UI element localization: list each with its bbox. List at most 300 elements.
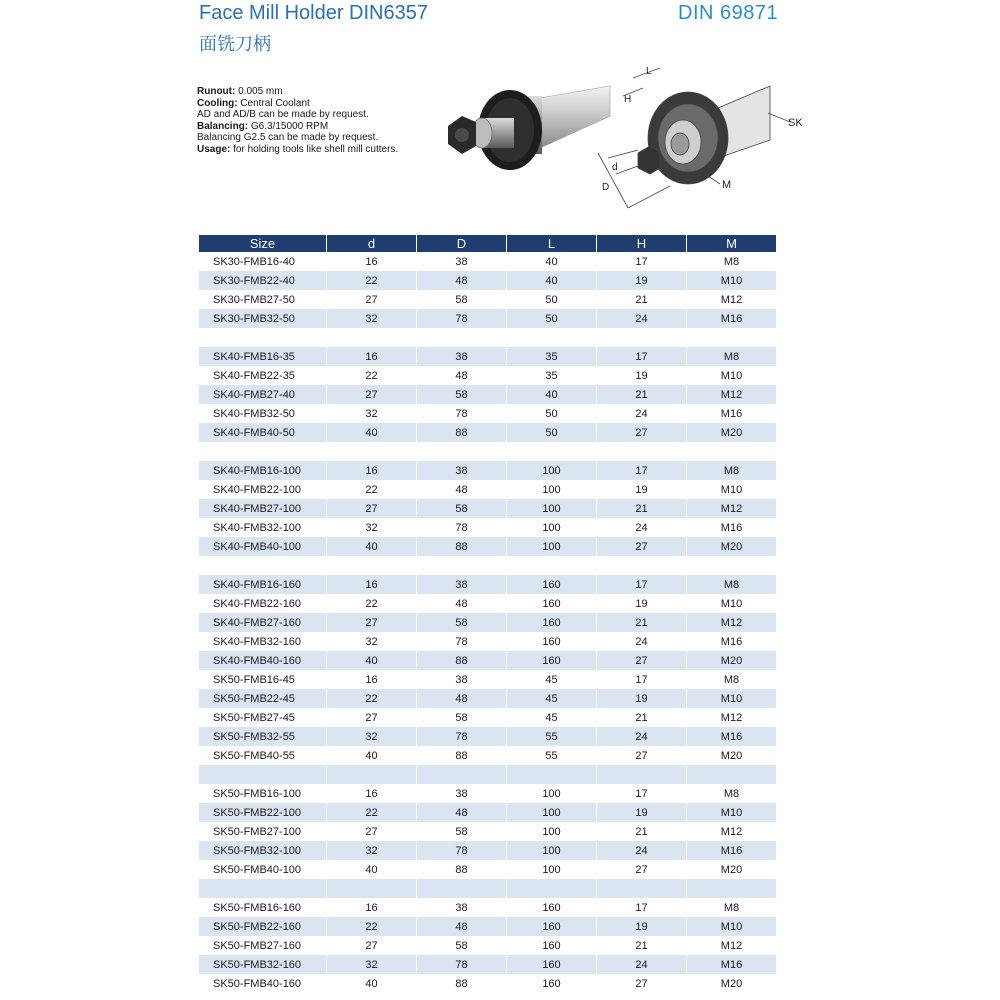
d-cell: 27 bbox=[327, 822, 416, 841]
d-cell: 32 bbox=[327, 309, 416, 328]
H-cell: 21 bbox=[597, 936, 686, 955]
size-cell: SK30-FMB16-40 bbox=[199, 252, 326, 271]
spacer-cell bbox=[507, 442, 596, 461]
table-row bbox=[199, 290, 776, 309]
L-cell: 55 bbox=[507, 727, 596, 746]
D-cell: 88 bbox=[417, 974, 506, 993]
table-body bbox=[199, 252, 776, 993]
size-cell: SK40-FMB40-100 bbox=[199, 537, 326, 556]
D-cell: 78 bbox=[417, 309, 506, 328]
dim-label-M: M bbox=[722, 179, 732, 191]
L-cell: 55 bbox=[507, 746, 596, 765]
size-cell: SK40-FMB16-160 bbox=[199, 575, 326, 594]
D-cell: 78 bbox=[417, 404, 506, 423]
H-cell: 27 bbox=[597, 537, 686, 556]
column-header-L: L bbox=[507, 235, 596, 252]
M-cell: M8 bbox=[687, 670, 776, 689]
L-cell: 160 bbox=[507, 632, 596, 651]
table-row bbox=[199, 917, 776, 936]
d-cell: 27 bbox=[327, 708, 416, 727]
M-cell: M16 bbox=[687, 404, 776, 423]
dim-label-H: H bbox=[624, 94, 632, 105]
D-cell: 78 bbox=[417, 727, 506, 746]
D-cell: 88 bbox=[417, 423, 506, 442]
D-cell: 58 bbox=[417, 613, 506, 632]
spacer-cell bbox=[687, 442, 776, 461]
column-header-H: H bbox=[597, 235, 686, 252]
table-row bbox=[199, 385, 776, 404]
D-cell: 48 bbox=[417, 803, 506, 822]
table-row bbox=[199, 594, 776, 613]
table-row bbox=[199, 518, 776, 537]
size-cell: SK50-FMB27-100 bbox=[199, 822, 326, 841]
balancing-note: Balancing G2.5 can be made by request. bbox=[197, 132, 379, 143]
M-cell: M16 bbox=[687, 841, 776, 860]
M-cell: M12 bbox=[687, 385, 776, 404]
table-row bbox=[199, 499, 776, 518]
d-cell: 16 bbox=[327, 347, 416, 366]
dim-label-L: L bbox=[646, 66, 652, 77]
spacer-cell bbox=[507, 765, 596, 784]
L-cell: 160 bbox=[507, 974, 596, 993]
d-cell: 32 bbox=[327, 955, 416, 974]
table-row bbox=[199, 689, 776, 708]
M-cell: M20 bbox=[687, 537, 776, 556]
M-cell: M12 bbox=[687, 708, 776, 727]
table-spacer-row bbox=[199, 765, 776, 784]
spacer-cell bbox=[507, 328, 596, 347]
D-cell: 88 bbox=[417, 651, 506, 670]
dimension-drawing bbox=[588, 58, 810, 220]
d-cell: 32 bbox=[327, 727, 416, 746]
runout-value: 0.005 mm bbox=[235, 86, 283, 97]
M-cell: M12 bbox=[687, 613, 776, 632]
table-row bbox=[199, 860, 776, 879]
d-cell: 32 bbox=[327, 841, 416, 860]
spacer-cell bbox=[597, 328, 686, 347]
M-cell: M10 bbox=[687, 271, 776, 290]
d-cell: 22 bbox=[327, 480, 416, 499]
H-cell: 24 bbox=[597, 727, 686, 746]
M-cell: M12 bbox=[687, 290, 776, 309]
M-cell: M10 bbox=[687, 594, 776, 613]
d-cell: 16 bbox=[327, 252, 416, 271]
H-cell: 21 bbox=[597, 499, 686, 518]
spacer-cell bbox=[507, 556, 596, 575]
table-header-row bbox=[199, 235, 776, 252]
size-cell: SK30-FMB22-40 bbox=[199, 271, 326, 290]
spacer-cell bbox=[507, 879, 596, 898]
L-cell: 40 bbox=[507, 252, 596, 271]
d-cell: 40 bbox=[327, 974, 416, 993]
size-cell: SK40-FMB22-35 bbox=[199, 366, 326, 385]
dim-label-SK: SK bbox=[788, 117, 803, 129]
size-cell: SK40-FMB32-160 bbox=[199, 632, 326, 651]
spacer-cell bbox=[327, 879, 416, 898]
M-cell: M8 bbox=[687, 784, 776, 803]
table-spacer-row bbox=[199, 442, 776, 461]
D-cell: 38 bbox=[417, 670, 506, 689]
dim-label-d: d bbox=[612, 162, 618, 173]
L-cell: 160 bbox=[507, 955, 596, 974]
D-cell: 78 bbox=[417, 632, 506, 651]
d-cell: 22 bbox=[327, 366, 416, 385]
table-row bbox=[199, 537, 776, 556]
L-cell: 100 bbox=[507, 518, 596, 537]
cooling-value: Central Coolant bbox=[237, 97, 310, 109]
D-cell: 48 bbox=[417, 689, 506, 708]
size-cell: SK50-FMB22-45 bbox=[199, 689, 326, 708]
L-cell: 100 bbox=[507, 822, 596, 841]
size-cell: SK50-FMB40-100 bbox=[199, 860, 326, 879]
d-cell: 27 bbox=[327, 499, 416, 518]
spacer-cell bbox=[597, 556, 686, 575]
D-cell: 58 bbox=[417, 499, 506, 518]
H-cell: 17 bbox=[597, 898, 686, 917]
d-cell: 32 bbox=[327, 632, 416, 651]
M-cell: M10 bbox=[687, 803, 776, 822]
L-cell: 50 bbox=[507, 309, 596, 328]
M-cell: M16 bbox=[687, 632, 776, 651]
table-row bbox=[199, 271, 776, 290]
L-cell: 100 bbox=[507, 480, 596, 499]
D-cell: 88 bbox=[417, 860, 506, 879]
spacer-cell bbox=[327, 328, 416, 347]
H-cell: 27 bbox=[597, 860, 686, 879]
size-cell: SK50-FMB40-55 bbox=[199, 746, 326, 765]
spacer-cell bbox=[597, 442, 686, 461]
usage-value: for holding tools like shell mill cutters. bbox=[230, 143, 399, 155]
table-row bbox=[199, 575, 776, 594]
size-cell: SK40-FMB16-100 bbox=[199, 461, 326, 480]
M-cell: M8 bbox=[687, 252, 776, 271]
spacer-cell bbox=[597, 765, 686, 784]
table-row bbox=[199, 898, 776, 917]
size-cell: SK50-FMB16-160 bbox=[199, 898, 326, 917]
D-cell: 58 bbox=[417, 708, 506, 727]
D-cell: 48 bbox=[417, 480, 506, 499]
balancing-value: G6.3/15000 RPM bbox=[248, 120, 329, 132]
D-cell: 38 bbox=[417, 784, 506, 803]
size-cell: SK30-FMB27-50 bbox=[199, 290, 326, 309]
spacer-cell bbox=[199, 765, 326, 784]
H-cell: 27 bbox=[597, 746, 686, 765]
d-cell: 27 bbox=[327, 385, 416, 404]
L-cell: 100 bbox=[507, 860, 596, 879]
H-cell: 17 bbox=[597, 784, 686, 803]
column-header-D: D bbox=[417, 235, 506, 252]
L-cell: 40 bbox=[507, 385, 596, 404]
H-cell: 24 bbox=[597, 955, 686, 974]
L-cell: 50 bbox=[507, 404, 596, 423]
H-cell: 19 bbox=[597, 366, 686, 385]
M-cell: M8 bbox=[687, 347, 776, 366]
size-cell: SK50-FMB22-160 bbox=[199, 917, 326, 936]
table-row bbox=[199, 480, 776, 499]
size-cell: SK40-FMB22-100 bbox=[199, 480, 326, 499]
H-cell: 24 bbox=[597, 404, 686, 423]
D-cell: 38 bbox=[417, 575, 506, 594]
size-cell: SK40-FMB22-160 bbox=[199, 594, 326, 613]
d-cell: 40 bbox=[327, 651, 416, 670]
cooling-note: AD and AD/B can be made by request. bbox=[197, 109, 369, 120]
H-cell: 24 bbox=[597, 518, 686, 537]
d-cell: 27 bbox=[327, 613, 416, 632]
H-cell: 27 bbox=[597, 651, 686, 670]
dim-label-D: D bbox=[602, 182, 610, 193]
D-cell: 58 bbox=[417, 936, 506, 955]
size-cell: SK50-FMB27-160 bbox=[199, 936, 326, 955]
table-row bbox=[199, 423, 776, 442]
H-cell: 27 bbox=[597, 974, 686, 993]
M-cell: M8 bbox=[687, 575, 776, 594]
L-cell: 50 bbox=[507, 290, 596, 309]
size-cell: SK40-FMB16-35 bbox=[199, 347, 326, 366]
H-cell: 19 bbox=[597, 271, 686, 290]
column-header-d: d bbox=[327, 235, 416, 252]
M-cell: M20 bbox=[687, 746, 776, 765]
L-cell: 160 bbox=[507, 917, 596, 936]
H-cell: 21 bbox=[597, 822, 686, 841]
M-cell: M10 bbox=[687, 917, 776, 936]
table-row bbox=[199, 347, 776, 366]
M-cell: M12 bbox=[687, 936, 776, 955]
d-cell: 16 bbox=[327, 461, 416, 480]
d-cell: 40 bbox=[327, 537, 416, 556]
usage-label: Usage: bbox=[197, 143, 231, 155]
H-cell: 24 bbox=[597, 632, 686, 651]
d-cell: 40 bbox=[327, 423, 416, 442]
cooling-label: Cooling: bbox=[197, 97, 238, 109]
L-cell: 100 bbox=[507, 461, 596, 480]
D-cell: 58 bbox=[417, 290, 506, 309]
M-cell: M10 bbox=[687, 689, 776, 708]
size-cell: SK40-FMB32-50 bbox=[199, 404, 326, 423]
L-cell: 45 bbox=[507, 689, 596, 708]
size-cell: SK50-FMB22-100 bbox=[199, 803, 326, 822]
spacer-cell bbox=[687, 328, 776, 347]
table-row bbox=[199, 632, 776, 651]
d-cell: 32 bbox=[327, 404, 416, 423]
spec-notes bbox=[197, 86, 412, 155]
D-cell: 58 bbox=[417, 822, 506, 841]
spacer-cell bbox=[199, 328, 326, 347]
L-cell: 40 bbox=[507, 271, 596, 290]
table-row bbox=[199, 784, 776, 803]
L-cell: 35 bbox=[507, 347, 596, 366]
table-row bbox=[199, 366, 776, 385]
table-row bbox=[199, 803, 776, 822]
H-cell: 24 bbox=[597, 309, 686, 328]
H-cell: 17 bbox=[597, 461, 686, 480]
table-row bbox=[199, 708, 776, 727]
H-cell: 24 bbox=[597, 841, 686, 860]
d-cell: 22 bbox=[327, 917, 416, 936]
M-cell: M10 bbox=[687, 366, 776, 385]
column-header-size: Size bbox=[199, 235, 326, 252]
size-cell: SK40-FMB27-100 bbox=[199, 499, 326, 518]
spacer-cell bbox=[199, 442, 326, 461]
table-row bbox=[199, 651, 776, 670]
runout-label: Runout: bbox=[197, 86, 236, 97]
din-standard: DIN 69871 bbox=[678, 2, 779, 24]
D-cell: 88 bbox=[417, 746, 506, 765]
H-cell: 19 bbox=[597, 594, 686, 613]
L-cell: 45 bbox=[507, 708, 596, 727]
page-title: Face Mill Holder DIN6357 bbox=[199, 2, 428, 24]
table-spacer-row bbox=[199, 556, 776, 575]
table-row bbox=[199, 461, 776, 480]
D-cell: 58 bbox=[417, 385, 506, 404]
D-cell: 78 bbox=[417, 955, 506, 974]
M-cell: M16 bbox=[687, 727, 776, 746]
D-cell: 48 bbox=[417, 271, 506, 290]
H-cell: 21 bbox=[597, 613, 686, 632]
d-cell: 16 bbox=[327, 784, 416, 803]
L-cell: 45 bbox=[507, 670, 596, 689]
D-cell: 38 bbox=[417, 461, 506, 480]
D-cell: 78 bbox=[417, 518, 506, 537]
M-cell: M16 bbox=[687, 518, 776, 537]
table-row bbox=[199, 936, 776, 955]
d-cell: 22 bbox=[327, 271, 416, 290]
size-cell: SK40-FMB40-50 bbox=[199, 423, 326, 442]
table-row bbox=[199, 404, 776, 423]
size-cell: SK50-FMB32-100 bbox=[199, 841, 326, 860]
L-cell: 160 bbox=[507, 575, 596, 594]
M-cell: M16 bbox=[687, 309, 776, 328]
H-cell: 17 bbox=[597, 252, 686, 271]
L-cell: 160 bbox=[507, 613, 596, 632]
size-cell: SK50-FMB32-160 bbox=[199, 955, 326, 974]
L-cell: 100 bbox=[507, 499, 596, 518]
H-cell: 17 bbox=[597, 670, 686, 689]
table-row bbox=[199, 974, 776, 993]
table-row bbox=[199, 822, 776, 841]
L-cell: 50 bbox=[507, 423, 596, 442]
H-cell: 19 bbox=[597, 803, 686, 822]
D-cell: 88 bbox=[417, 537, 506, 556]
table-row bbox=[199, 841, 776, 860]
usage-line bbox=[197, 144, 412, 156]
table-row bbox=[199, 670, 776, 689]
spacer-cell bbox=[687, 556, 776, 575]
size-cell: SK50-FMB27-45 bbox=[199, 708, 326, 727]
spacer-cell bbox=[417, 765, 506, 784]
size-cell: SK50-FMB40-160 bbox=[199, 974, 326, 993]
d-cell: 22 bbox=[327, 689, 416, 708]
L-cell: 100 bbox=[507, 537, 596, 556]
spacer-cell bbox=[199, 556, 326, 575]
D-cell: 38 bbox=[417, 252, 506, 271]
M-cell: M8 bbox=[687, 898, 776, 917]
L-cell: 100 bbox=[507, 841, 596, 860]
size-cell: SK50-FMB16-45 bbox=[199, 670, 326, 689]
M-cell: M10 bbox=[687, 480, 776, 499]
size-cell: SK50-FMB16-100 bbox=[199, 784, 326, 803]
L-cell: 160 bbox=[507, 936, 596, 955]
H-cell: 21 bbox=[597, 708, 686, 727]
size-cell: SK40-FMB40-160 bbox=[199, 651, 326, 670]
dimension-table bbox=[198, 235, 777, 993]
H-cell: 27 bbox=[597, 423, 686, 442]
table-row bbox=[199, 955, 776, 974]
M-cell: M16 bbox=[687, 955, 776, 974]
H-cell: 19 bbox=[597, 917, 686, 936]
d-cell: 40 bbox=[327, 860, 416, 879]
table-spacer-row bbox=[199, 879, 776, 898]
spacer-cell bbox=[327, 556, 416, 575]
spacer-cell bbox=[687, 879, 776, 898]
spacer-cell bbox=[199, 879, 326, 898]
L-cell: 100 bbox=[507, 784, 596, 803]
M-cell: M20 bbox=[687, 651, 776, 670]
size-cell: SK40-FMB32-100 bbox=[199, 518, 326, 537]
size-cell: SK30-FMB32-50 bbox=[199, 309, 326, 328]
H-cell: 17 bbox=[597, 347, 686, 366]
table-row bbox=[199, 309, 776, 328]
table-row bbox=[199, 746, 776, 765]
d-cell: 27 bbox=[327, 936, 416, 955]
spacer-cell bbox=[687, 765, 776, 784]
M-cell: M12 bbox=[687, 822, 776, 841]
d-cell: 16 bbox=[327, 575, 416, 594]
page-subtitle-chinese: 面铣刀柄 bbox=[199, 34, 271, 54]
H-cell: 17 bbox=[597, 575, 686, 594]
spacer-cell bbox=[417, 328, 506, 347]
d-cell: 16 bbox=[327, 898, 416, 917]
H-cell: 21 bbox=[597, 290, 686, 309]
H-cell: 21 bbox=[597, 385, 686, 404]
L-cell: 160 bbox=[507, 898, 596, 917]
d-cell: 32 bbox=[327, 518, 416, 537]
D-cell: 48 bbox=[417, 917, 506, 936]
holder-photo bbox=[440, 68, 612, 186]
d-cell: 16 bbox=[327, 670, 416, 689]
D-cell: 38 bbox=[417, 347, 506, 366]
D-cell: 78 bbox=[417, 841, 506, 860]
size-cell: SK40-FMB27-160 bbox=[199, 613, 326, 632]
d-cell: 27 bbox=[327, 290, 416, 309]
balancing-line bbox=[197, 121, 412, 133]
M-cell: M8 bbox=[687, 461, 776, 480]
spacer-cell bbox=[417, 556, 506, 575]
H-cell: 19 bbox=[597, 480, 686, 499]
M-cell: M20 bbox=[687, 860, 776, 879]
L-cell: 100 bbox=[507, 803, 596, 822]
spacer-cell bbox=[417, 442, 506, 461]
table-spacer-row bbox=[199, 328, 776, 347]
d-cell: 40 bbox=[327, 746, 416, 765]
D-cell: 38 bbox=[417, 898, 506, 917]
L-cell: 160 bbox=[507, 651, 596, 670]
column-header-M: M bbox=[687, 235, 776, 252]
L-cell: 35 bbox=[507, 366, 596, 385]
size-cell: SK40-FMB27-40 bbox=[199, 385, 326, 404]
d-cell: 22 bbox=[327, 594, 416, 613]
M-cell: M20 bbox=[687, 974, 776, 993]
L-cell: 160 bbox=[507, 594, 596, 613]
runout-line bbox=[197, 86, 412, 98]
table-row bbox=[199, 613, 776, 632]
size-cell: SK50-FMB32-55 bbox=[199, 727, 326, 746]
spacer-cell bbox=[327, 765, 416, 784]
M-cell: M20 bbox=[687, 423, 776, 442]
D-cell: 48 bbox=[417, 366, 506, 385]
table-row bbox=[199, 727, 776, 746]
spacer-cell bbox=[597, 879, 686, 898]
H-cell: 19 bbox=[597, 689, 686, 708]
